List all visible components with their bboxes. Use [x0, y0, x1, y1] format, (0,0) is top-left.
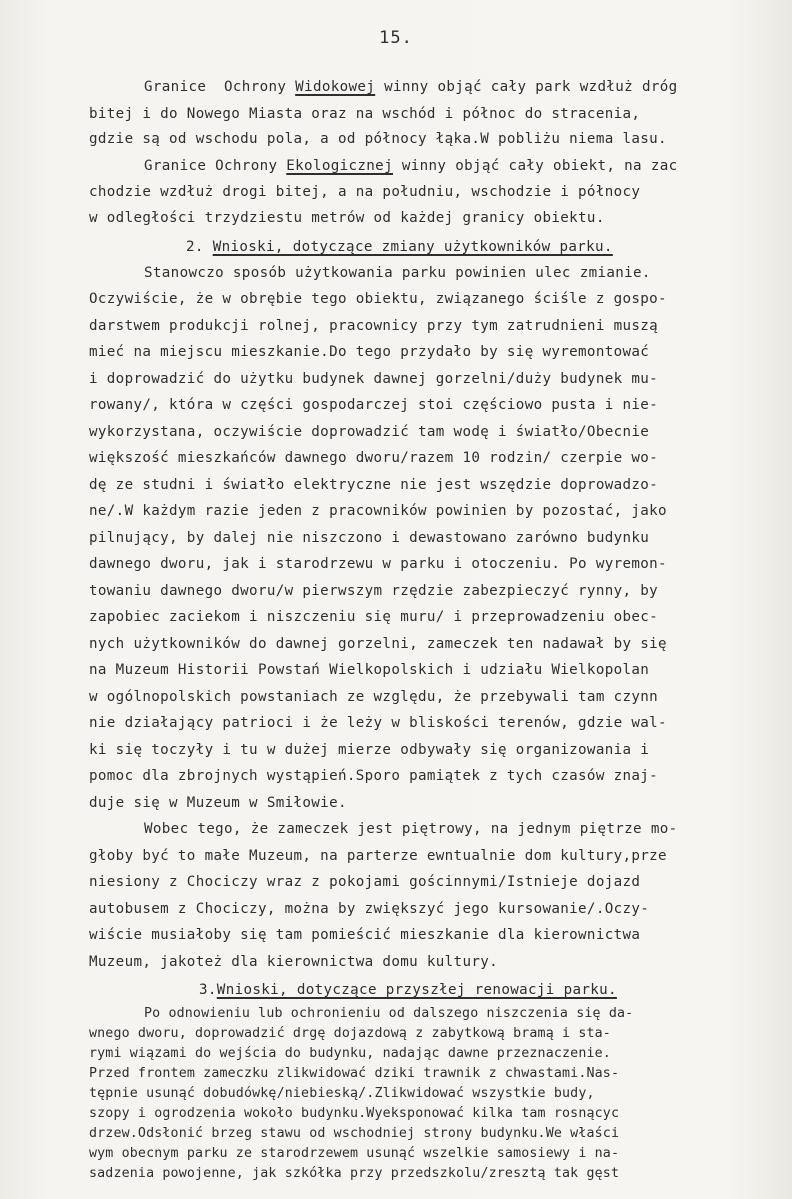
text-line: sadzenia powojenne, jak szkółka przy przedszkolu/zresztą tak gęst — [89, 1166, 620, 1181]
text-line: nych użytkowników do dawnej gorzelni, zameczek ten nadawał by się — [89, 636, 667, 652]
text-line: autobusem z Chociczy, można by zwiększyć jego kursowanie/.Oczy- — [89, 901, 650, 917]
text-line: dawnego dworu, jak i starodrzewu w parku i otoczeniu. Po wyremon- — [89, 556, 667, 572]
text-line: Oczywiście, że w obrębie tego obiektu, związanego ściśle z gospo- — [89, 291, 667, 307]
text-line: głoby być to małe Muzeum, na parterze ewntualnie dom kultury,prze — [89, 848, 667, 864]
text-line — [144, 158, 678, 174]
section-heading-2 — [186, 239, 613, 255]
text-line: rymi wiązami do wejścia do budynku, nadając dawne przeznaczenie. — [89, 1046, 611, 1061]
text-line: i doprowadzić do użytku budynek dawnej gorzelni/duży budynek mu- — [89, 371, 659, 387]
heading-number: 2. — [186, 239, 213, 255]
text-line: wiście musiałoby się tam pomieścić mieszkanie dla kierownictwa — [89, 927, 641, 943]
underlined-term-ekologicznej: Ekologicznej — [286, 158, 393, 174]
text-line: szopy i ogrodzenia wokoło budynku.Wyeksponować kilka tam rosnącyc — [89, 1106, 620, 1121]
text-line: wnego dworu, doprowadzić drgę dojazdową z zabytkową bramą i sta- — [89, 1026, 611, 1041]
heading-text: Wnioski, dotyczące zmiany użytkowników parku. — [212, 239, 613, 255]
text-line: pilnujący, by dalej nie niszczono i dewastowano zarówno budynku — [89, 530, 650, 546]
text-fragment: Granice Ochrony — [144, 158, 287, 174]
text-fragment: Granice Ochrony — [144, 79, 296, 95]
text-line — [144, 79, 678, 95]
text-line: duje się w Muzeum w Smiłowie. — [89, 795, 347, 811]
text-line: Po odnowieniu lub ochronieniu od dalszego niszczenia się da- — [144, 1006, 634, 1021]
text-fragment: winny objąć cały park wzdłuż dróg — [375, 79, 678, 95]
text-line: pomoc dla zbrojnych wystąpień.Sporo pamiątek z tych czasów znaj- — [89, 768, 659, 784]
text-line: chodzie wzdłuż drogi bitej, a na południu, wschodzie i północy — [89, 184, 641, 200]
section-heading-3 — [199, 982, 617, 998]
text-line: Przed frontem zameczku zlikwidować dziki trawnik z chwastami.Nas- — [89, 1066, 620, 1081]
text-line: w odległości trzydziestu metrów od każdej granicy obiektu. — [89, 210, 605, 226]
heading-number: 3. — [199, 982, 217, 998]
text-fragment: winny objąć cały obiekt, na zac — [392, 158, 678, 174]
text-line: Muzeum, jakoteż dla kierownictwa domu kultury. — [89, 954, 499, 970]
text-line: tępnie usunąć dobudówkę/niebieską/.Zlikwidować wszystkie budy, — [89, 1086, 595, 1101]
text-line: gdzie są od wschodu pola, a od północy łąka.W pobliżu niema lasu. — [89, 131, 667, 147]
text-line: na Muzeum Historii Powstań Wielkopolskich i udziału Wielkopolan — [89, 662, 650, 678]
text-line: rowany/, która w części gospodarczej stoi częściowo pusta i nie- — [89, 397, 659, 413]
text-line: w ogólnopolskich powstaniach ze względu, że przebywali tam czynn — [89, 689, 659, 705]
text-line: dę ze studni i światło elektryczne nie jest wszędzie doprowadzo- — [89, 477, 659, 493]
text-line: darstwem produkcji rolnej, pracownicy przy tym zatrudnieni muszą — [89, 318, 659, 334]
page-number: 15. — [379, 28, 413, 48]
text-line: zapobiec zaciekom i niszczeniu się muru/ i przeprowadzeniu obec- — [89, 609, 659, 625]
text-line: Stanowczo sposób użytkowania parku powinien ulec zmianie. — [144, 265, 651, 281]
text-line: mieć na miejscu mieszkanie.Do tego przydało by się wyremontować — [89, 344, 650, 360]
text-line: Wobec tego, że zameczek jest piętrowy, na jednym piętrze mo- — [144, 821, 678, 837]
text-line: nie działający patrioci i że leży w bliskości terenów, gdzie wal- — [89, 715, 667, 731]
text-line: niesiony z Chociczy wraz z pokojami gościnnymi/Istnieje dojazd — [89, 874, 641, 890]
text-line: ki się toczyły i tu w dużej mierze odbywały się organizowania i — [89, 742, 650, 758]
heading-text: Wnioski, dotyczące przyszłej renowacji parku. — [216, 982, 617, 998]
text-line: wym obecnym parku ze starodrzewem usunąć wszelkie samosiewy i na- — [89, 1146, 620, 1161]
text-line: towaniu dawnego dworu/w pierwszym rzędzie zabezpieczyć rynny, by — [89, 583, 659, 599]
text-line: drzew.Odsłonić brzeg stawu od wschodniej strony budynku.We właści — [89, 1126, 620, 1141]
text-line: większość mieszkańców dawnego dworu/razem 10 rodzin/ czerpie wo- — [89, 450, 659, 466]
text-line: wykorzystana, oczywiście doprowadzić tam wodę i światło/Obecnie — [89, 424, 650, 440]
text-line: ne/.W każdym razie jeden z pracowników powinien by pozostać, jako — [89, 503, 667, 519]
text-line: bitej i do Nowego Miasta oraz na wschód i północ do stracenia, — [89, 106, 641, 122]
underlined-term-widokowej: Widokowej — [295, 79, 376, 95]
